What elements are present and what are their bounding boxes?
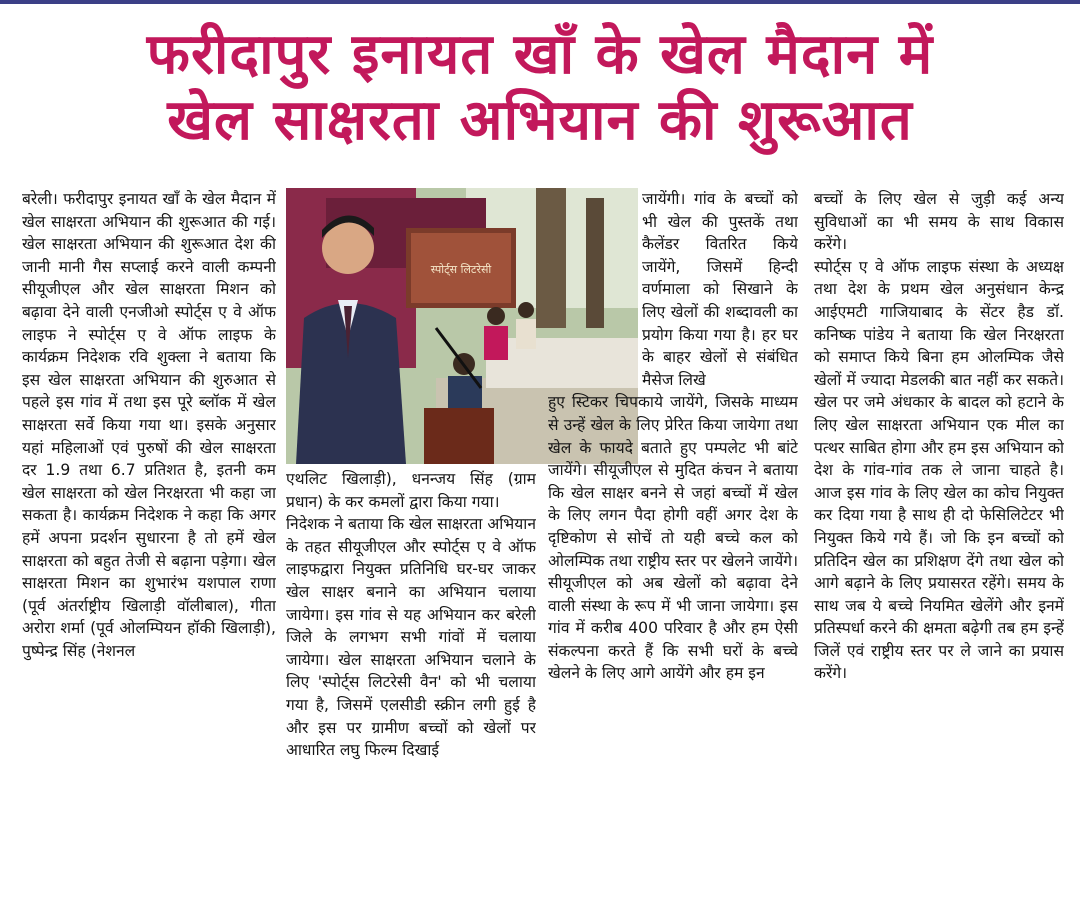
headline-line-1: फरीदापुर इनायत खाँ के खेल मैदान में	[146, 22, 934, 87]
headline-line-2: खेल साक्षरता अभियान की शुरूआत	[167, 88, 913, 153]
article-column-4	[814, 188, 1064, 914]
column-1-text: बरेली। फरीदापुर इनायत खाँ के खेल मैदान में खेल साक्षरता अभियान की शुरूआत की गई। खेल साक्षरता अभियान की शुरूआत देश की जानी मानी गैस सप्लाई करने वाली कम्पनी सीयूजीएल और खेल साक्षरता मिशन को बढ़ावा देने वाली एनजीओ स्पोर्ट्स ए वे ऑफ लाइफ ने स्पोर्ट्स ए वे ऑफ लाइफ के कार्यक्रम निदेशक रवि शुक्ला ने बताया कि इस खेल साक्षरता अभियान की शुरुआत से पहले इस गांव में तथा इस पूरे ब्लॉक में खेल साक्षरता सर्वे किया गया था। इसके अनुसार यहां महिलाओं एवं पुरुषों की खेल साक्षरता दर 1.9 तथा 6.7 प्रतिशत है, इतनी कम खेल साक्षरता को खेल निरक्षरता भी कहा जा सकता है। कार्यक्रम निदेशक ने कहा कि अगर हमें अपना प्रदर्शन सुधारना है तो हमें खेल साक्षरता को बहुत तेजी से बढ़ाना पड़ेगा। खेल साक्षरता मिशन का शुभारंभ यशपाल राणा (पूर्व अंतर्राष्ट्रीय खिलाड़ी वॉलीबाल), गीता अरोरा शर्मा (पूर्व ओलम्पियन हॉकी खिलाड़ी), पुष्पेन्द्र सिंह (नेशनल	[22, 190, 276, 660]
column-2-paragraph-2: निदेशक ने बताया कि खेल साक्षरता अभियान के तहत सीयूजीएल और स्पोर्ट्स ए वे ऑफ लाइफद्वारा नियुक्त प्रतिनिधि घर-घर जाकर खेल साक्षर बनाने का अभियान चलाया जायेगा। इस गांव से यह अभियान कर बरेली जिले के लगभग सभी गांवों में चलाया जायेगा। खेल साक्षरता अभियान चलाने के लिए 'स्पोर्ट्स लिटरेसी वैन' को भी चलाया गया है, जिसमें एलसीडी स्क्रीन लगी हुई है और इस पर ग्रामीण बच्चों को खेलों पर आधारित लघु फिल्म दिखाई	[286, 515, 536, 760]
headline	[0, 22, 1080, 154]
banner-text: स्पोर्ट्स लिटरेसी	[430, 263, 492, 276]
column-4-paragraph-1: बच्चों के लिए खेल से जुड़ी कई अन्य सुविधाओं का भी समय के साथ विकास करेंगे।	[814, 190, 1064, 254]
column-2-paragraph-1: एथलिट खिलाड़ी), धनन्जय सिंह (ग्राम प्रधान) के कर कमलों द्वारा किया गया।	[286, 470, 536, 511]
article-column-2	[286, 468, 536, 914]
article-column-1	[22, 188, 276, 914]
column-4-paragraph-2: स्पोर्ट्स ए वे ऑफ लाइफ संस्था के अध्यक्ष तथा देश के प्रथम खेल अनुसंधान केन्द्र आईएमटी गाजियाबाद के सेंटर हैड डॉ. कनिष्क पांडेय ने बताया कि खेल निरक्षरता को समाप्त किये बिना हम ओलम्पिक जैसे खेलों में ज्यादा मेडलकी बात नहीं कर सकते। खेल पर जमे अंधकार के बादल को हटाने के लिए खेल साक्षरता अभियान एक मील का पत्थर साबित होगा और हम इस अभियान को देश के गांव-गांव तक ले जाना चाहते है। आज इस गांव के लिए खेल का कोच नियुक्त कर दिया गया है साथ ही दो फेसिलिटेटर भी नियुक्त किये गये हैं। जो कि इन बच्चों को प्रतिदिन खेल का प्रशिक्षण देंगे तथा खेल को आगे बढ़ाने के लिए प्रयासरत रहेंगे। समय के साथ जब ये बच्चे नियमित खेलेंगे और इनमें प्रतिस्पर्धा करने की क्षमता बढ़ेगी तब हम इन्हें जिलें एवं राष्ट्रीय स्तर पर ले जाने का प्रयास करेंगे।	[814, 257, 1064, 683]
top-border-rule	[0, 0, 1080, 4]
column-3-text: हुए स्टिकर चिपकाये जायेंगे, जिसके माध्यम से उन्हें खेल के लिए प्रेरित किया जायेगा तथा खेल के फायदे बताते हुए पम्पलेट भी बांटे जायेंगे। सीयूजीएल से मुदित कंचन ने बताया कि खेल साक्षर बनने से जहां बच्चों में खेल के लिए लगन पैदा होगी वहीं अगर देश के दृष्टिकोण से सोचें तो यही बच्चे कल को ओलम्पिक तथा राष्ट्रीय स्तर पर खेलने जायेंगे। सीयूजीएल को अब खेलों को बढ़ावा देने वाली संस्था के रूप में भी जाना जायेगा। इस गांव में करीब 400 परिवार है और हम ऐसी संकल्पना करते हैं कि सभी घरों के बच्चे खेलने के लिए आगे आयेंगे और हम इन	[548, 393, 798, 683]
article-column-3	[548, 188, 798, 914]
column-3-top-text: जायेंगी। गांव के बच्चों को भी खेल की पुस्तकें तथा कैलेंडर वितरित किये जायेंगे, जिसमें हिन्दी वर्णमाला को सिखाने के लिए खेलों की शब्दावली का प्रयोग किया गया है। हर घर के बाहर खेलों से संबंधित मैसेज लिखे	[642, 190, 798, 389]
